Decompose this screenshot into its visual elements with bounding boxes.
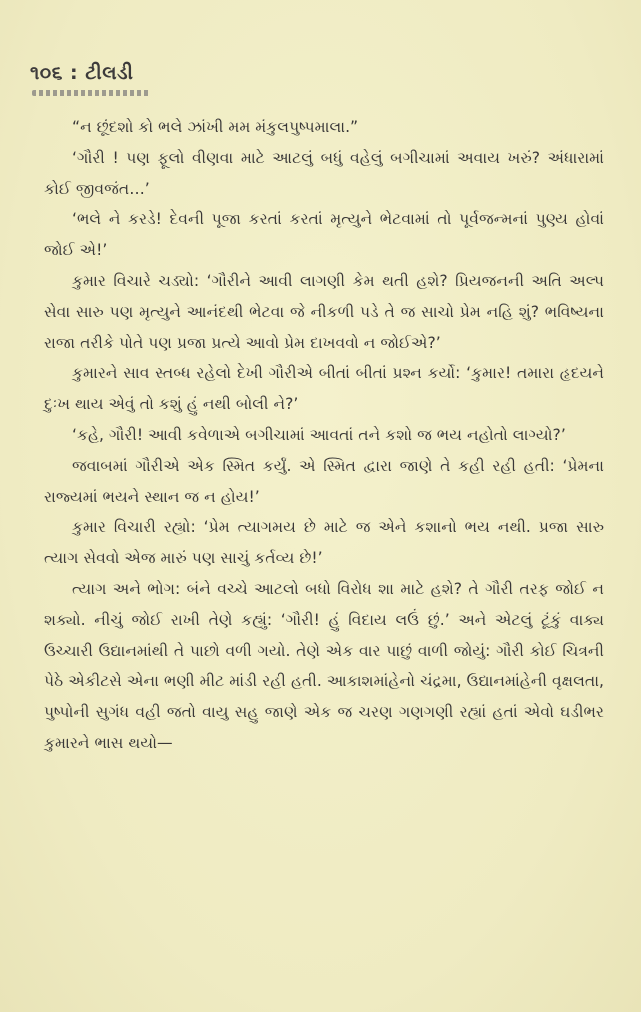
paragraph: ‘કહે, ગૌરી! આવી કવેળાએ બગીચામાં આવતાં તને કશો જ ભય નહોતો લાગ્યો?’ xyxy=(72,425,566,444)
body-text xyxy=(44,112,604,759)
header-separator: : xyxy=(70,62,79,84)
page-number: ૧૦૬ xyxy=(30,62,63,84)
chapter-title: ટીલડી xyxy=(85,62,134,84)
paragraph: કુમારને સાવ સ્તબ્ધ રહેલો દેખી ગૌરીએ બીતાં બીતાં પ્રશ્ન કર્યો: ‘કુમાર! તમારા હૃદયને દુઃખ થાય એવું તો કશું હું નથી બોલી ને?’ xyxy=(44,364,604,414)
paragraph: જવાબમાં ગૌરીએ એક સ્મિત કર્યું. એ સ્મિત દ્વારા જાણે તે કહી રહી હતી: ‘પ્રેમના રાજ્યમાં ભયને સ્થાન જ ન હોય!’ xyxy=(44,456,604,506)
paragraph: કુમાર વિચારી રહ્યો: ‘પ્રેમ ત્યાગમય છે માટે જ એને કશાનો ભય નથી. પ્રજા સારુ ત્યાગ સેવવો એજ મારું પણ સાચું કર્તવ્ય છે!’ xyxy=(44,518,604,568)
paragraph: કુમાર વિચારે ચડ્યો: ‘ગૌરીને આવી લાગણી કેમ થતી હશે? પ્રિયજનની અતિ અલ્પ સેવા સારુ પણ મૃત્યુને આનંદથી ભેટવા જે નીકળી પડે તે જ સાચો પ્રેમ નહિ શું? ભવિષ્યના રાજા તરીકે પોતે પણ પ્રજા પ્રત્યે આવો પ્રેમ દાખવવો ન જોઈએ?’ xyxy=(44,271,604,352)
paragraph: ‘ભલે ને કરડે! દેવની પૂજા કરતાં કરતાં મૃત્યુને ભેટવામાં તો પૂર્વજન્મનાં પુણ્ય હોવાં જોઈ એ!’ xyxy=(44,210,604,260)
paragraph: ‘ગૌરી ! પણ ફૂલો વીણવા માટે આટલું બધું વહેલું બગીચામાં અવાય ખરું? અંધારામાં કોઈ જીવજંત…’ xyxy=(44,148,604,198)
page-header xyxy=(30,62,133,84)
paragraph: ત્યાગ અને ભોગ: બંને વચ્ચે આટલો બધો વિરોધ શા માટે હશે? તે ગૌરી તરફ જોઈ ન શક્યો. નીચું જોઈ રાખી તેણે કહ્યું: ‘ગૌરી! હું વિદાય લઉં છું.’ અને એટલું ટૂંકું વાક્ય ઉચ્ચારી ઉદ્યાનમાંથી તે પાછો વળી ગયો. તેણે એક વાર પાછું વાળી જોયું: ગૌરી કોઈ ચિત્રની પેઠે એકીટસે એના ભણી મીટ માંડી રહી હતી. આકાશમાંહેનો ચંદ્રમા, ઉદ્યાનમાંહેની વૃક્ષલતા, પુષ્પોની સુગંધ વહી જતો વાયુ સહુ જાણે એક જ ચરણ ગણગણી રહ્યાં હતાં એવો ઘડીભર કુમારને ભાસ થયો— xyxy=(44,579,604,752)
header-underline xyxy=(32,90,150,96)
paragraph-verse: “ન છૂંદશો કો ભલે ઝાંખી મમ મંકુલપુષ્પમાલા.” xyxy=(72,118,359,136)
